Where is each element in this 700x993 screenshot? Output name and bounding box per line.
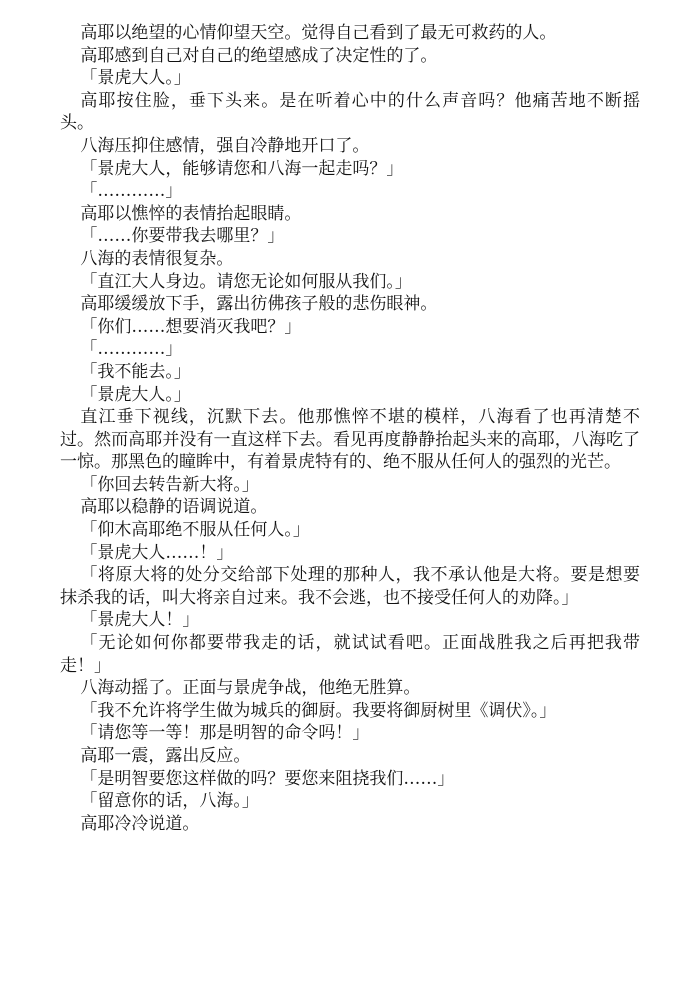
dialogue-line: 「将原大将的处分交给部下处理的那种人，我不承认他是大将。要是想要抹杀我的话，叫大将亲自过来。我不会逃，也不接受任何人的劝降。」 [60,565,640,608]
dialogue-line: 「我不能去。」 [80,361,191,382]
dialogue-line: 「留意你的话，八海。」 [80,791,259,812]
dialogue-line: 「你回去转告新大将。」 [80,474,259,495]
paragraph: 高耶一震，露出反应。 [80,746,251,766]
dialogue-line: 「仰木高耶绝不服从任何人。」 [80,520,310,541]
dialogue-line: 「……你要带我去哪里？」 [80,226,285,247]
dialogue-line: 「我不允许将学生做为城兵的御厨。我要将御厨树里《调伏》。」 [80,700,557,721]
dialogue-line: 「景虎大人，能够请您和八海一起走吗？」 [80,158,404,179]
dialogue-line: 「无论如何你都要带我走的话，就试试看吧。正面战胜我之后再把我带走！」 [60,633,640,676]
paragraph: 八海压抑住感情，强自冷静地开口了。 [80,135,370,156]
dialogue-line: 「景虎大人！」 [80,610,200,631]
paragraph: 高耶冷冷说道。 [80,813,200,834]
dialogue-line: 「请您等一等！那是明智的命令吗！」 [80,723,370,744]
paragraph: 高耶以稳静的语调说道。 [80,497,268,518]
dialogue-line: 「景虎大人。」 [80,68,191,89]
dialogue-line: 「是明智要您这样做的吗？要您来阻挠我们……」 [80,768,455,789]
dialogue-line: 「直江大人身边。请您无论如何服从我们。」 [80,271,412,292]
paragraph: 高耶感到自己对自己的绝望感成了决定性的了。 [80,45,438,66]
paragraph: 八海的表情很复杂。 [80,248,234,269]
paragraph: 高耶缓缓放下手，露出彷佛孩子般的悲伤眼神。 [80,294,438,315]
dialogue-line: 「你们……想要消灭我吧？」 [80,316,302,337]
document-page [60,22,640,835]
paragraph: 八海动摇了。正面与景虎争战，他绝无胜算。 [80,678,421,699]
dialogue-line: 「…………」 [80,181,183,202]
paragraph: 高耶以憔悴的表情抬起眼睛。 [80,203,302,224]
dialogue-line: 「景虎大人。」 [80,384,191,405]
dialogue-line: 「…………」 [80,339,183,360]
paragraph: 高耶以绝望的心情仰望天空。觉得自己看到了最无可救药的人。 [80,23,557,43]
paragraph: 直江垂下视线，沉默下去。他那憔悴不堪的模样，八海看了也再清楚不过。然而高耶并没有一直这样下去。看见再度静静抬起头来的高耶，八海吃了一惊。那黑色的瞳眸中，有着景虎特有的、绝不服从任何人的强烈的光芒。 [60,407,640,473]
paragraph: 高耶按住脸，垂下头来。是在听着心中的什么声音吗？他痛苦地不断摇头。 [60,90,640,134]
dialogue-line: 「景虎大人……！」 [80,542,234,563]
